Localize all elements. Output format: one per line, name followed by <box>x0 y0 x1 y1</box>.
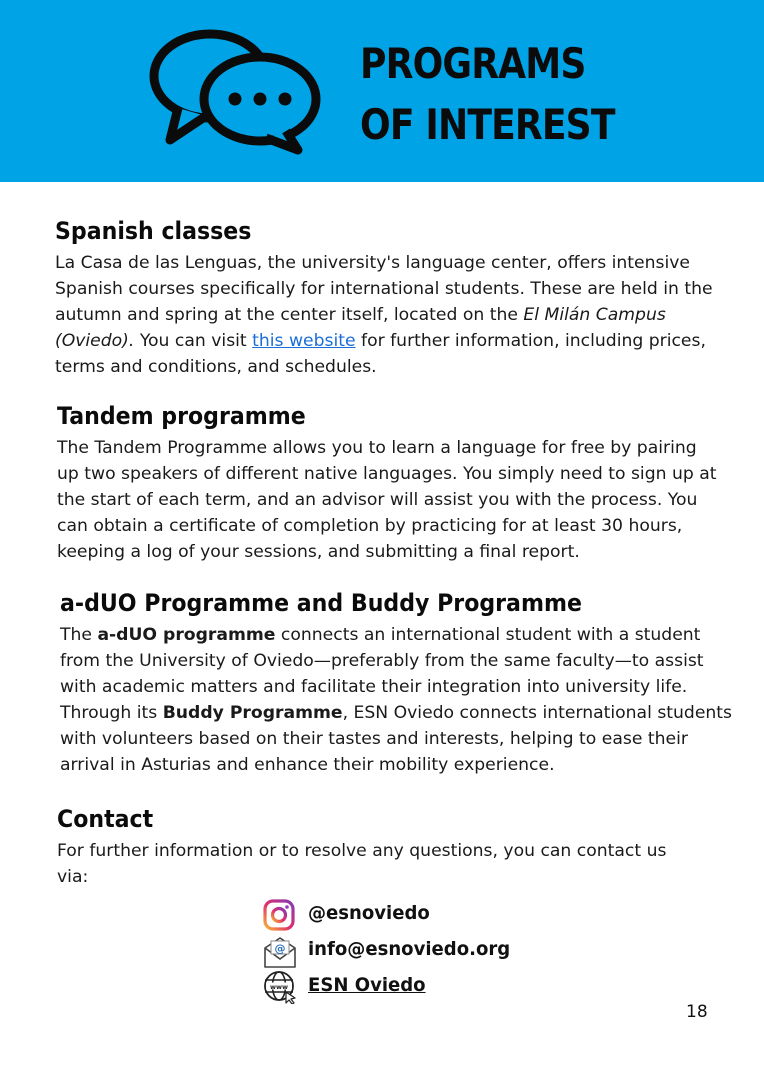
globe-www-icon <box>262 970 298 1004</box>
text-line: connects an international student with a student <box>275 625 701 645</box>
text-line: For further information or to resolve any questions, you can contact us <box>57 841 667 861</box>
tandem-programme-text <box>57 435 717 565</box>
text-line: terms and conditions, and schedules. <box>55 357 377 377</box>
campus-city: (Oviedo). <box>55 331 135 351</box>
svg-text:www: www <box>269 983 289 991</box>
aduo-buddy-text <box>60 622 732 778</box>
text-line: You can visit <box>134 331 253 351</box>
text-line: for further information, including prices, <box>355 331 706 351</box>
page-number: 18 <box>686 1002 708 1022</box>
spanish-classes-heading: Spanish classes <box>55 217 252 245</box>
email-contact[interactable] <box>262 934 562 970</box>
page-title-line1: PROGRAMS <box>360 39 586 88</box>
svg-text:@: @ <box>274 942 286 955</box>
aduo-buddy-heading: a-dUO Programme and Buddy Programme <box>60 589 582 617</box>
text-line: arrival in Asturias and enhance their mobility experience. <box>60 755 555 775</box>
text-line: autumn and spring at the center itself, located on the <box>55 305 524 325</box>
text-line: from the University of Oviedo—preferably from the same faculty—to assist <box>60 651 704 671</box>
text-line: Through its <box>60 703 163 723</box>
instagram-handle: @esnoviedo <box>308 902 430 924</box>
instagram-contact[interactable] <box>262 898 562 934</box>
text-line: via: <box>57 867 89 887</box>
contact-text <box>57 838 666 890</box>
text-line: with volunteers based on their tastes and interests, helping to ease their <box>60 729 688 749</box>
aduo-programme-name: a-dUO programme <box>97 625 276 645</box>
text-line: can obtain a certificate of completion by practicing for at least 30 hours, <box>57 516 683 536</box>
spanish-classes-text <box>55 250 713 380</box>
website-contact[interactable] <box>262 970 562 1006</box>
text-line: with academic matters and facilitate their integration into university life. <box>60 677 688 697</box>
email-address: info@esnoviedo.org <box>308 938 511 960</box>
page-title-line2: OF INTEREST <box>360 100 615 149</box>
esn-oviedo-link[interactable]: ESN Oviedo <box>308 974 426 996</box>
contact-heading: Contact <box>57 805 154 833</box>
text-line: The Tandem Programme allows you to learn a language for free by pairing <box>57 438 697 458</box>
buddy-programme-name: Buddy Programme <box>162 703 343 723</box>
text-line: The <box>60 625 98 645</box>
text-line: La Casa de las Lenguas, the university's language center, offers intensive <box>55 253 690 273</box>
text-line: up two speakers of different native languages. You simply need to sign up at <box>57 464 717 484</box>
email-icon <box>262 934 298 970</box>
text-line: keeping a log of your sessions, and submitting a final report. <box>57 542 580 562</box>
chat-bubbles-icon <box>148 24 323 156</box>
tandem-programme-heading: Tandem programme <box>57 402 306 430</box>
text-line: the start of each term, and an advisor will assist you with the process. You <box>57 490 698 510</box>
this-website-link[interactable]: this website <box>252 331 356 351</box>
text-line: Spanish courses specifically for international students. These are held in the <box>55 279 713 299</box>
text-line: , ESN Oviedo connects international students <box>342 703 732 723</box>
campus-name: El Milán Campus <box>523 305 666 325</box>
header-banner <box>0 0 764 182</box>
instagram-icon <box>262 898 296 932</box>
